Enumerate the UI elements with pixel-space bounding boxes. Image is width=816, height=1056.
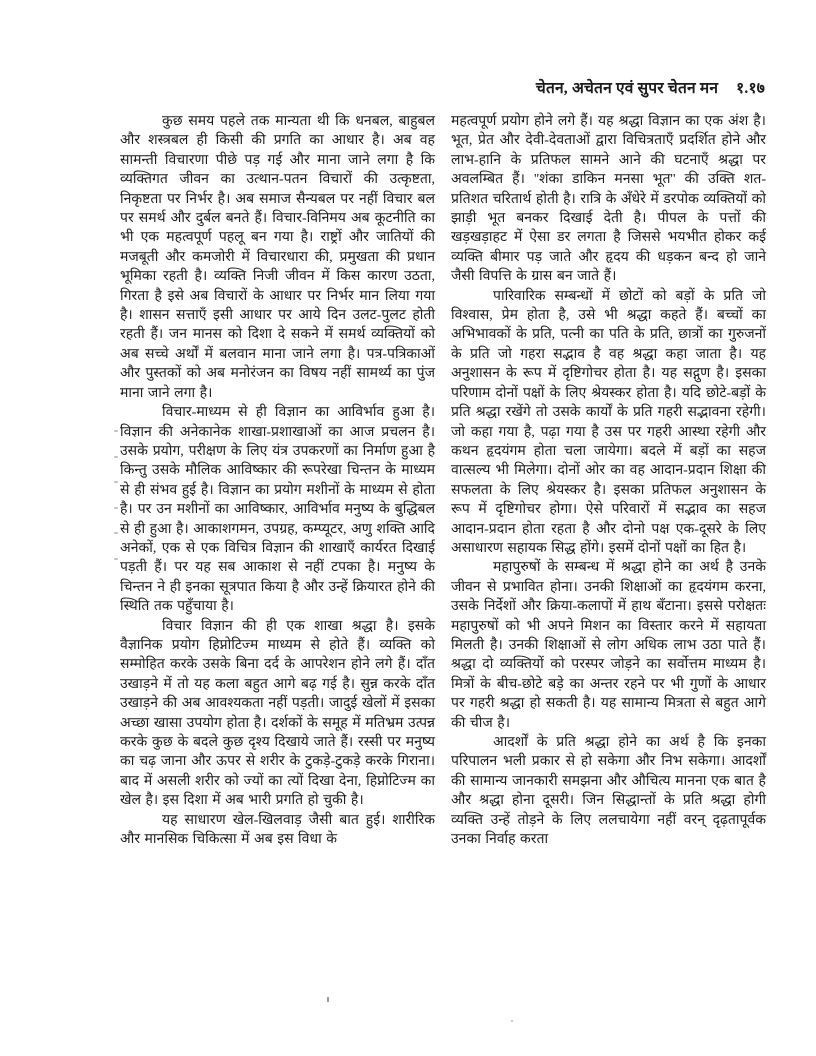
paragraph: महापुरुषों के सम्बन्ध में श्रद्धा होने का अर्थ है उनके जीवन से प्रभावित होना। उनकी शिक्षाओं का हृदयंगम करना, उसके निर्देशों और क्रिया-कलापों में हाथ बँटाना। इससे परोक्षतः महापुरुषों को भी अपने मिशन का विस्तार करने में सहायता मिलती है। उनकी शिक्षाओं से लोग अधिक लाभ उठा पाते हैं। श्रद्धा दो व्यक्तियों को परस्पर जोड़ने का सर्वोत्तम माध्यम है। मित्रों के बीच-छोटे बड़े का अन्तर रहने पर भी गुणों के आधार पर गहरी श्रद्धा हो सकती है। यह सामान्य मित्रता से बहुत आगे की चीज है। [451, 560, 766, 731]
paragraph: विचार-माध्यम से ही विज्ञान का आविर्भाव हुआ है। विज्ञान की अनेकानेक शाखा-प्रशाखाओं का आज प्रचलन है। उसके प्रयोग, परीक्षण के लिए यंत्र उपकरणों का निर्माण हुआ है किन्तु उसके मौलिक आविष्कार की रूपरेखा चिन्तन के माध्यम से ही संभव हुई है। विज्ञान का प्रयोग मशीनों के माध्यम से होता है। पर उन मशीनों का आविष्कार, आविर्भाव मनुष्य के बुद्धिबल से ही हुआ है। आकाशगमन, उपग्रह, कम्प्यूटर, अणु शक्ति आदि अनेकों, एक से एक विचित्र विज्ञान की शाखाएँ कार्यरत दिखाई पड़ती हैं। पर यह सब आकाश से नहीं टपका है। मनुष्य के चिन्तन ने ही इनका सूत्रपात किया है और उन्हें क्रियारत होने की स्थिति तक पहुँचाया है। [120, 405, 435, 615]
paragraph: महत्वपूर्ण प्रयोग होने लगे हैं। यह श्रद्धा विज्ञान का एक अंश है। भूत, प्रेत और देवी-देवताओं द्वारा विचित्रताएँ प्रदर्शित होने और लाभ-हानि के प्रतिफल सामने आने की घटनाएँ श्रद्धा पर अवलम्बित हैं। ''शंका डाकिन मनसा भूत'' की उक्ति शत-प्रतिशत चरितार्थ होती है। रात्रि के अँधेरे में डरपोक व्यक्तियों को झाड़ी भूत बनकर दिखाई देती है। पीपल के पत्तों की खड़खड़ाहट में ऐसा डर लगता है जिससे भयभीत होकर कई व्यक्ति बीमार पड़ जाते और हृदय की धड़कन बन्द हो जाने जैसी विपत्ति के ग्रास बन जाते हैं। [451, 114, 766, 285]
paragraph: कुछ समय पहले तक मान्यता थी कि धनबल, बाहुबल और शस्त्रबल ही किसी की प्रगति का आधार है। अब वह सामन्ती विचारणा पीछे पड़ गई और माना जाने लगा है कि व्यक्तिगत जीवन का उत्थान-पतन विचारों की उत्कृष्टता, निकृष्टता पर निर्भर है। अब समाज सैन्यबल पर नहीं विचार बल पर समर्थ और दुर्बल बनते हैं। विचार-विनिमय अब कूटनीति का भी एक महत्वपूर्ण पहलू बन गया है। राष्ट्रों और जातियों की मजबूती और कमजोरी में विचारधारा की, प्रमुखता की प्रधान भूमिका रहती है। व्यक्ति निजी जीवन में किस कारण उठता, गिरता है इसे अब विचारों के आधार पर निर्भर मान लिया गया है। शासन सत्ताएँ इसी आधार पर आये दिन उलट-पुलट होती रहती हैं। जन मानस को दिशा दे सकने में समर्थ व्यक्तियों को अब सच्चे अर्थों में बलवान माना जाने लगा है। पत्र-पत्रिकाओं और पुस्तकों को अब मनोरंजन का विषय नहीं सामर्थ्य का पुंज माना जाने लगा है। [120, 114, 435, 401]
page-header [536, 76, 765, 98]
paragraph: आदर्शों के प्रति श्रद्धा होने का अर्थ है कि इनका परिपालन भली प्रकार से हो सकेगा और निभ सकेगा। आदर्शों की सामान्य जानकारी समझना और औचित्य मानना एक बात है और श्रद्धा होना दूसरी। जिन सिद्धान्तों के प्रति श्रद्धा होगी व्यक्ति उन्हें तोड़ने के लिए ललचायेगा नहीं वरन् दृढ़तापूर्वक उनका निर्वाह करता [451, 735, 766, 848]
scan-artifact-speck [511, 1020, 513, 1022]
paragraph: यह साधारण खेल-खिलवाड़ जैसी बात हुई। शारीरिक और मानसिक चिकित्सा में अब इस विधा के [120, 812, 435, 848]
text-columns [120, 112, 766, 849]
page-number: १.१७ [736, 80, 765, 97]
scan-artifact-speck [327, 997, 329, 1002]
paragraph: विचार विज्ञान की ही एक शाखा श्रद्धा है। इसके वैज्ञानिक प्रयोग हिप्नोटिज्म माध्यम से होते हैं। व्यक्ति को सम्मोहित करके उसके बिना दर्द के आपरेशन होने लगे हैं। दाँत उखाड़ने में तो यह कला बहुत आगे बढ़ गई है। सुन्न करके दाँत उखाड़ने की अब आवश्यकता नहीं पड़ती। जादुई खेलों में इसका अच्छा खासा उपयोग होता है। दर्शकों के समूह में मतिभ्रम उत्पन्न करके कुछ के बदले कुछ दृश्य दिखाये जाते हैं। रस्सी पर मनुष्य का चढ़ जाना और ऊपर से शरीर के टुकड़े-टुकड़े करके गिराना। बाद में असली शरीर को ज्यों का त्यों दिखा देना, हिप्नोटिज्म का खेल है। इस दिशा में अब भारी प्रगति हो चुकी है। [120, 618, 435, 809]
paragraph: पारिवारिक सम्बन्धों में छोटों को बड़ों के प्रति जो विश्वास, प्रेम होता है, उसे भी श्रद्धा कहते हैं। बच्चों का अभिभावकों के प्रति, पत्नी का पति के प्रति, छात्रों का गुरुजनों के प्रति जो गहरा सद्भाव है वह श्रद्धा कहा जाता है। यह अनुशासन के रूप में दृष्टिगोचर होता है। यह सद्गुण है। इसका परिणाम दोनों पक्षों के लिए श्रेयस्कर होता है। यदि छोटे-बड़ों के प्रति श्रद्धा रखेंगे तो उसके कार्यों के प्रति गहरी सद्भावना रहेगी। जो कहा गया है, पढ़ा गया है उस पर गहरी आस्था रहेगी और कथन हृदयंगम होता चला जायेगा। बदले में बड़ों का सहज वात्सल्य भी मिलेगा। दोनों ओर का वह आदान-प्रदान शिक्षा की सफलता के लिए श्रेयस्कर है। इसका प्रतिफल अनुशासन के रूप में दृष्टिगोचर होगा। ऐसे परिवारों में सद्भाव का सहज आदान-प्रदान होता रहता है और दोनो पक्ष एक-दूसरे के लिए असाधारण सहायक सिद्ध होंगे। इसमें दोनों पक्षों का हित है। [451, 288, 766, 556]
left-column [120, 112, 435, 849]
right-column [451, 112, 766, 849]
scan-artifact-margin-dots [114, 430, 119, 560]
running-title: चेतन, अचेतन एवं सुपर चेतन मन [535, 80, 719, 97]
